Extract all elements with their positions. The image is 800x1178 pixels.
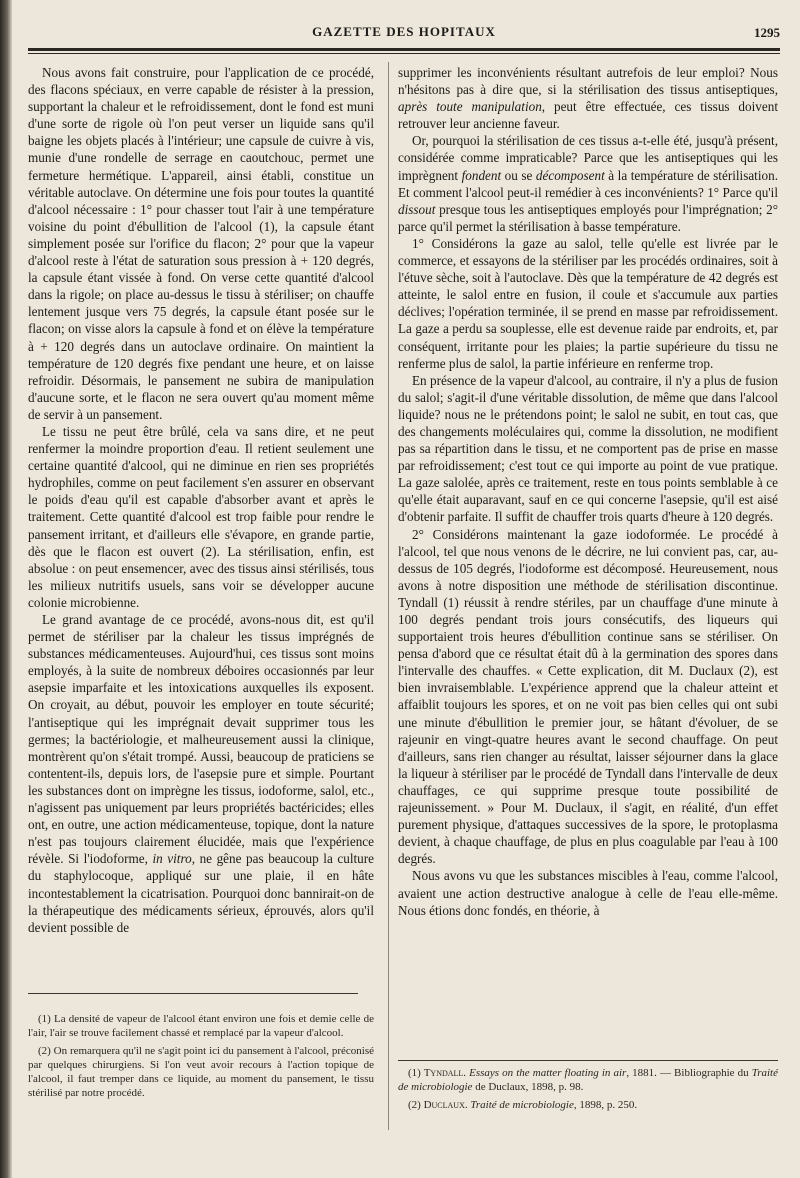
text-run: , 1898, p. 250. [573, 1099, 638, 1111]
text-run: presque tous les antiseptiques employés pour l'imprégnation; 2° parce qu'il permet la stérilisation à basse température. [398, 201, 778, 234]
paragraph [398, 132, 778, 235]
text-run: Or, pourquoi la stérilisation de ces tissus a-t-elle été, jusqu'à présent, considérée comme impraticable? Parce que les antiseptiques qui les imprègnent [398, 133, 778, 183]
page-binding-shadow [0, 0, 12, 1178]
text-run: à la température de stérilisation. Et comment l'alcool peut-il remédier à ces inconvénients? 1° Parce qu'il [398, 167, 778, 200]
text-run: supprimer les inconvénients résultant autrefois de leur emploi? Nous n'hésitons pas à dire que, si la stérilisation des tissus antiseptiques, [398, 65, 778, 98]
paragraph: 1° Considérons la gaze au salol, telle qu'elle est livrée par le commerce, et essayons de la stériliser par les procédés ordinaires, soit à l'étuve sèche, soit à l'autoclave. Dès que la température de 42 degrés est atteinte, le salol entre en fusion, il coule et s'accumule aux parties déclives; l'opération terminée, il se prend en masse par refroidissement. La gaze a perdu sa souplesse, elle est devenue raide par endroits, et, par conséquent, irritante pour les plaies; la partie supérieure du tissu ne renferme plus de salol, la partie inférieure en renferme trop. [398, 235, 778, 371]
paragraph [398, 64, 778, 132]
paragraph: En présence de la vapeur d'alcool, au contraire, il n'y a plus de fusion du salol; s'agit-il d'une véritable dissolution, de même que dans l'alcool liquide? nous ne le prétendons point; le salol ne subit, en tout cas, que des changements moléculaires qui, comme la dissolution, ne modifient pas sa répartition dans le tissu, et ne comportent pas de prise en masse par refroidissement; c'est tout ce qui importe au point de vue pratique. La gaze salolée, après ce traitement, reste en tous points semblable à ce qu'elle était auparavant, sauf en ce qui concerne l'asepsie, qu'il est aisé d'obtenir parfaite. Il suffit de chauffer trois quarts d'heure à 120 degrés. [398, 372, 778, 525]
paragraph: 2° Considérons maintenant la gaze iodoformée. Le procédé à l'alcool, tel que nous venons de le décrire, ne lui convient pas, car, au-dessus de 105 degrés, l'iodoforme est décomposé. Heureusement, nous avons à notre disposition une méthode de stérilisation discontinue. Tyndall (1) réussit à rendre stériles, par un chauffage d'une minute à 100 degrés pendant trois jours consécutifs, des liqueurs qui supportaient trois heures d'ébullition continue sans se stériliser. On pensa d'abord que ce résultat était dû à la germination des spores dans l'intervalle des chauffes. « Cette explication, dit M. Duclaux (2), est bien invraisemblable. L'expérience apprend que la chaleur atteint et affaiblit toujours les spores, et on ne voit pas bien celles qui ont subi une minute d'ébullition le premier jour, se hâtant d'évoluer, de se rajeunir en vingt-quatre heures avant le second chauffage. On peut d'ailleurs, sans rien changer au résultat, laisser séjourner dans la glace la liqueur à stériliser par le procédé de Tyndall dans l'intervalle de deux chauffages, ce qui supprime presque toute possibilité de rajeunissement. » Pour M. Duclaux, il s'agit, en réalité, d'un effet purement physique, d'attaques successives de la spore, le protoplasma devient, à chaque chauffage, de plus en plus coagulable par l'eau à 100 degrés. [398, 526, 778, 867]
footnote-author: (1) Tyndall. [408, 1067, 467, 1079]
running-title: GAZETTE DES HOPITAUX [312, 24, 496, 39]
italic-text: in vitro [152, 851, 192, 867]
italic-text: Traité de microbiologie [470, 1099, 574, 1111]
column-divider [388, 62, 389, 1130]
italic-text: décomposent [535, 167, 605, 183]
text-run: de Duclaux, 1898, p. 98. [472, 1081, 584, 1093]
header-rule-thin [28, 53, 780, 54]
footnotes-right [398, 1066, 778, 1116]
page-number: 1295 [754, 25, 780, 40]
text-run: , peut être effectuée, ces tissus doivent retrouver leur ancienne faveur. [398, 99, 778, 132]
footnotes-left [28, 1012, 374, 1104]
paragraph: Le tissu ne peut être brûlé, cela va sans dire, et ne peut renfermer la moindre proportion d'eau. Il retient seulement une certaine quantité d'alcool, qui ne diminue en rien ses propriétés hydrophiles, comme on peut facilement s'en assurer en observant le poids d'eau qu'il est capable d'absorber avant et après le traitement. Cette quantité d'alcool est trop faible pour rendre le pansement irritant, et d'ailleurs elle s'évapore, en grande partie, dès que le flacon est ouvert (2). La stérilisation, enfin, est absolue : on peut ensemencer, avec des tissus ainsi stérilisés, tous les milieux nutritifs usuels, sans voir se développer aucune colonie microbienne. [28, 423, 374, 610]
footnote [398, 1066, 778, 1094]
footnote-rule [398, 1060, 778, 1061]
italic-text: fondent [461, 167, 502, 183]
paragraph: Nous avons fait construire, pour l'application de ce procédé, des flacons spéciaux, en verre capable de résister à la pression, supportant la chaleur et le refroidissement, dont le fond est muni d'une sorte de rigole où l'on peut verser un liquide sans qu'il baigne les objets placés à l'intérieur; une capsule de cuivre à vis, munie d'une rondelle de serrage en caoutchouc, permet une fermeture hermétique. L'appareil, ainsi établi, constitue un véritable autoclave. On détermine une fois pour toutes la quantité d'alcool nécessaire : 1° pour chasser tout l'air à une température voisine du point d'ébullition de l'alcool (1), la capsule étant simplement posée sur l'orifice du flacon; 2° pour que la vapeur d'alcool reste à l'état de saturation sous pression à + 120 degrés, la capsule étant vissée à fond. On verse cette quantité d'alcool dans la rigole; on place au-dessus le tissu à stériliser; on chauffe lentement jusque vers 75 degrés, la capsule étant posée sur le flacon; on visse alors la capsule à fond et on élève la température à + 120 degrés dans un autoclave ordinaire. On maintient la température de 120 degrés fixe pendant une heure, et on laisse refroidir. Désormais, le pansement ne subira de manipulation d'aucune sorte, et le flacon ne sera ouvert qu'au moment même de servir à un pansement. [28, 65, 374, 422]
italic-text: Traité de microbiologie [398, 1067, 778, 1093]
italic-text: dissout [398, 201, 436, 217]
footnote: (1) La densité de vapeur de l'alcool étant environ une fois et demie celle de l'air, l'air se trouve facilement chassé et remplacé par la vapeur d'alcool. [28, 1013, 374, 1039]
paragraph: Nous avons vu que les substances miscibles à l'eau, comme l'alcool, avaient une action destructive analogue à celle de l'eau elle-même. Nous étions donc fondés, en théorie, à [398, 868, 778, 918]
footnote-author: (2) Duclaux. [408, 1099, 468, 1111]
footnote-rule [28, 993, 358, 994]
paragraph [28, 611, 374, 936]
text-run: , ne gêne pas beaucoup la culture du staphylocoque, appliqué sur une plaie, il en hâte incontestablement la cicatrisation. Pourquoi donc bannirait-on de la thérapeutique des médicaments sérieux, éprouvés, alors qu'il devient possible de [28, 851, 374, 935]
text-run: , 1881. — Bibliographie du [626, 1067, 752, 1079]
italic-text: après toute manipulation [398, 99, 542, 115]
text-run: Le grand avantage de ce procédé, avons-nous dit, est qu'il permet de stériliser par la chaleur les tissus imprégnés de substances médicamenteuses. Aujourd'hui, ces tissus sont moins employés, à la suite de nombreux déboires occasionnés par leur asepsie imparfaite et les intoxications auxquelles ils exposent. On croyait, au début, pouvoir les employer en toute sécurité; l'antiseptique qui les imprégnait devait supprimer tous les germes; la bactériologie, et malheureusement aussi la clinique, montrèrent qu'on s'était trompé. Aussi, beaucoup de praticiens se contentent-ils, depuis lors, de l'asepsie pure et simple. Pourtant les substances dont on imprègne les tissus, iodoforme, salol, etc., n'agissent pas uniquement par leurs propriétés bactéricides; elles ont, en outre, une action médicamenteuse, topique, dont la nature n'est pas toujours clairement élucidée, mais que l'expérience révèle. Si l'iodoforme, [28, 612, 374, 867]
footnote: (2) On remarquera qu'il ne s'agit point ici du pansement à l'alcool, préconisé par quelques chirurgiens. Si l'on veut avoir recours à l'action topique de l'alcool, il faut tremper dans ce liquide, au moment du pansement, le tissu stérilisé par notre procédé. [28, 1045, 374, 1099]
left-column [28, 64, 374, 936]
right-column [398, 64, 778, 919]
footnote [398, 1098, 778, 1112]
header-rule-thick [28, 48, 780, 51]
text-run: ou se [501, 167, 536, 183]
page-header [28, 22, 780, 44]
italic-text: Essays on the matter floating in air [469, 1067, 627, 1079]
